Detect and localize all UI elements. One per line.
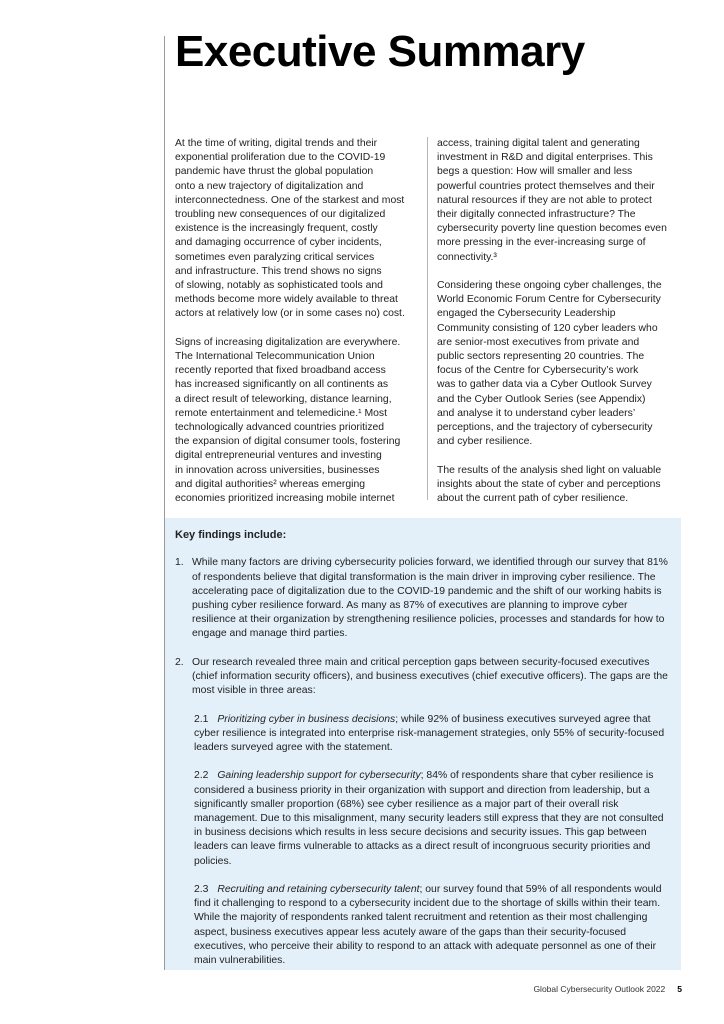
sub-finding-number: 2.2 (194, 770, 209, 782)
text-line: connectivity.³ (437, 251, 497, 263)
text-line: a direct result of teleworking, distance learning, (175, 393, 392, 405)
text-line: technologically advanced countries prioritized (175, 422, 385, 434)
sub-finding-text: ; our survey found that 59% of all respondents would find it challenging to respond to a cybersecurity incident due to the shortage of skills within their team. While the majority of respondents ranked talent recruitment and retention as their most challenging aspect, business executives appear less acutely aware of the gaps than their security-focused executives, who perceive their ability to respond to an attack with adequate personnel as one of their main vulnerabilities. (194, 884, 662, 967)
text-line: pandemic have thrust the global population (175, 166, 374, 178)
sub-finding-text: ; 84% of respondents share that cyber resilience is considered a business priority in their organization with support and direction from leadership, but a significantly smaller proportion (68%) see cyber resilience as a major part of their overall risk management. Due to this misalignment, many security leaders still express that they are not consulted in business decisions which results in less secure decisions and security issues. This gap between leaders can leave firms vulnerable to attacks as a direct result of incongruous security priorities and policies. (194, 770, 664, 867)
text-line: investment in R&D and digital enterprises. This (437, 152, 653, 164)
text-line: focus of the Centre for Cybersecurity’s work (437, 365, 639, 377)
sub-finding (194, 769, 671, 868)
text-line: World Economic Forum Centre for Cybersecurity (437, 294, 661, 306)
sub-finding-topic: Gaining leadership support for cybersecurity (217, 770, 421, 782)
finding-item (175, 556, 671, 641)
text-line: and cyber resilience. (437, 436, 533, 448)
text-line: public sectors representing 20 countries. The (437, 351, 645, 363)
text-line: and the Cyber Outlook Series (see Appendix) (437, 393, 646, 405)
text-line: The results of the analysis shed light on valuable (437, 464, 662, 476)
text-line: perceptions, and the trajectory of cybersecurity (437, 422, 653, 434)
text-line: Community consisting of 120 cyber leaders who (437, 322, 658, 334)
text-line: begs a question: How will smaller and less (437, 166, 633, 178)
text-line: engaged the Cybersecurity Leadership (437, 308, 616, 320)
text-line: actors at relatively low (or in some cases no) cost. (175, 308, 405, 320)
finding-number: 1. (175, 557, 184, 569)
text-line: interconnectedness. One of the starkest and most (175, 194, 405, 206)
column-divider (427, 137, 428, 500)
text-line: access, training digital talent and generating (437, 138, 640, 149)
text-line: and digital authorities² whereas emerging (175, 478, 366, 490)
text-line: Considering these ongoing cyber challenges, the (437, 280, 662, 292)
key-findings-box (165, 518, 681, 970)
text-line: are senior-most executives from private and (437, 336, 640, 348)
text-line: more pressing in the ever-increasing surge of (437, 237, 646, 249)
sub-finding-number: 2.1 (194, 713, 209, 725)
text-line: about the current path of cyber resilience. (437, 493, 629, 505)
page-number: 5 (677, 984, 682, 994)
key-findings-heading: Key findings include: (175, 529, 287, 541)
paragraph (437, 137, 683, 265)
left-column (175, 137, 421, 520)
sub-finding-topic: Prioritizing cyber in business decisions (217, 713, 396, 725)
publication-title: Global Cybersecurity Outlook 2022 (533, 984, 666, 994)
text-line: has increased significantly on all continents as (175, 379, 389, 391)
paragraph (437, 464, 683, 507)
finding-number: 2. (175, 656, 184, 668)
sub-finding (194, 713, 671, 756)
sub-finding-number: 2.3 (194, 884, 209, 895)
right-column (437, 137, 683, 520)
text-line: The International Telecommunication Union (175, 351, 375, 363)
text-line: in innovation across universities, businesses (175, 464, 380, 476)
text-line: onto a new trajectory of digitalization and (175, 180, 364, 192)
text-line: insights about the state of cyber and perceptions (437, 478, 661, 490)
text-line: was to gather data via a Cyber Outlook Survey (437, 379, 652, 391)
text-line: and analyse it to understand cyber leaders’ (437, 407, 636, 419)
text-line: sometimes even paralyzing critical services (175, 251, 375, 263)
text-line: powerful countries protect themselves and their (437, 180, 655, 192)
page-title: Executive Summary (175, 27, 585, 76)
text-line: Signs of increasing digitalization are everywhere. (175, 336, 401, 348)
text-line: existence is the increasingly frequent, costly (175, 223, 378, 235)
sub-finding-topic: Recruiting and retaining cybersecurity talent (217, 884, 420, 895)
paragraph (175, 137, 421, 322)
text-line: troubling new consequences of our digitalized (175, 209, 386, 221)
text-line: remote entertainment and telemedicine.¹ Most (175, 407, 387, 419)
finding-item (175, 656, 671, 699)
text-line: cybersecurity poverty line question becomes even (437, 223, 667, 235)
text-line: of slowing, notably as sophisticated tools and (175, 280, 383, 292)
text-line: economies prioritized increasing mobile internet (175, 493, 395, 505)
text-line: the expansion of digital consumer tools, fostering (175, 436, 401, 448)
paragraph (437, 279, 683, 449)
finding-text: Our research revealed three main and critical perception gaps between security-focused executives (chief information security officers), and business executives (chief executive officers). The gaps are the most visible in three areas: (192, 656, 668, 697)
text-line: digital entrepreneurial ventures and investing (175, 450, 382, 462)
text-line: recently reported that fixed broadband access (175, 365, 386, 377)
finding-text: While many factors are driving cybersecurity policies forward, we identified through our survey that 81% of respondents believe that digital transformation is the main driver in improving cyber resilience. The accelerating pace of digitalization due to the COVID-19 pandemic and the shift of our working habits is pushing cyber resilience forward. As many as 87% of executives are planning to improve cyber resilience at their organization by strengthening resilience policies, processes and standards for how to engage and manage third parties. (192, 557, 668, 640)
sub-finding-text: ; while 92% of business executives surveyed agree that cyber resilience is integrated into enterprise risk-management strategies, only 55% of security-focused leaders surveyed agree with the statement. (194, 713, 665, 753)
text-line: exponential proliferation due to the COVID-19 (175, 152, 386, 164)
text-line: their digitally connected infrastructure? The (437, 209, 636, 221)
text-line: natural resources if they are not able to protect (437, 194, 652, 206)
text-line: and infrastructure. This trend shows no signs (175, 265, 382, 277)
text-line: methods become more widely available to threat (175, 294, 398, 306)
paragraph (175, 336, 421, 506)
text-line: and damaging occurrence of cyber incidents, (175, 237, 382, 249)
sub-finding (194, 883, 671, 968)
page-footer (533, 984, 682, 994)
text-line: At the time of writing, digital trends and their (175, 138, 378, 149)
